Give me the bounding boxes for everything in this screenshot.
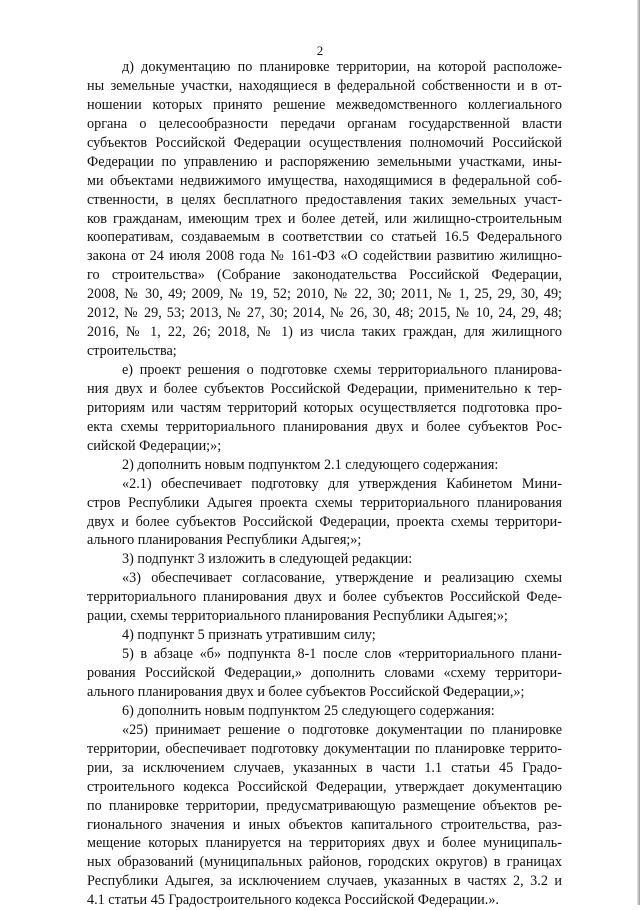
text-line: Федерации по управлению и распоряжению земельными участками, ины-: [87, 153, 562, 170]
text-line: рования Российской Федерации,» дополнить словами «схему территори-: [87, 665, 562, 681]
text-line: ных образований (муниципальных районов, городских округов) в границах: [87, 854, 562, 871]
text-line: екта схемы территориального планирования двух и более субъектов Рос-: [87, 418, 562, 435]
text-line: «3) обеспечивает согласование, утверждение и реализацию схемы: [122, 570, 562, 587]
text-line: территории, обеспечивает подготовку документации по планировке террито-: [87, 740, 562, 757]
text-line: по планировке территории, предусматривающую размещение объектов ре-: [87, 797, 562, 814]
text-line: строительства;: [87, 343, 177, 360]
page-number: 2: [316, 43, 324, 58]
text-line: ния двух и более субъектов Российской Федерации, применительно к тер-: [87, 380, 562, 397]
text-line: го строительства» (Собрание законодательства Российской Федерации,: [87, 267, 562, 284]
text-line: «25) принимает решение о подготовке документации по планировке: [122, 721, 562, 738]
text-line: ального планирования двух и более субъектов Российской Федерации,»;: [87, 683, 525, 700]
text-line: 4) подпункт 5 признать утратившим силу;: [122, 627, 376, 644]
text-line: 3) подпункт 3 изложить в следующей редакции:: [122, 551, 413, 568]
text-line: субъектов Российской Федерации осуществления полномочий Российской: [87, 134, 562, 151]
text-line: 2) дополнить новым подпунктом 2.1 следующего содержания:: [122, 456, 499, 473]
text-line: е) проект решения о подготовке схемы территориального планирова-: [122, 362, 562, 378]
text-line: территориального планирования двух и более субъектов Российской Феде-: [87, 589, 562, 606]
text-line: ми объектами недвижимого имущества, находящимися в федеральной соб-: [87, 172, 562, 189]
text-line: «2.1) обеспечивает подготовку для утверждения Кабинетом Мини-: [122, 475, 562, 492]
text-line: 2012, № 29, 53; 2013, № 27, 30; 2014, № 26, 30, 48; 2015, № 10, 24, 29, 48;: [87, 305, 562, 322]
text-line: ношении которых принято решение межведомственного коллегиального: [87, 96, 562, 113]
text-line: 2016, № 1, 22, 26; 2018, № 1) из числа таких граждан, для жилищного: [87, 324, 562, 341]
text-line: стров Республики Адыгея проекта схемы территориального планирования: [87, 494, 562, 511]
text-line: ны земельные участки, находящиеся в федеральной собственности и в от-: [87, 77, 562, 94]
text-line: 4.1 статьи 45 Градостроительного кодекса Российской Федерации.».: [87, 892, 499, 909]
text-line: двух и более субъектов Российской Федерации, проекта схемы территори-: [87, 513, 562, 530]
text-line: Республики Адыгея, за исключением случаев, указанных в частях 2, 3.2 и: [87, 873, 562, 890]
text-line: 2008, № 30, 49; 2009, № 19, 52; 2010, № 22, 30; 2011, № 1, 25, 29, 30, 49;: [87, 286, 562, 303]
text-line: кооперативам, создаваемым в соответствии со статьей 16.5 Федерального: [87, 229, 562, 246]
text-line: 6) дополнить новым подпунктом 25 следующего содержания:: [122, 702, 495, 719]
text-line: мещение которых планируется на территориях двух и более муниципаль-: [87, 835, 562, 852]
text-line: риториям или частям территорий которых осуществляется подготовка про-: [87, 399, 562, 416]
text-line: закона от 24 июля 2008 года № 161-ФЗ «О содействии развитию жилищно-: [87, 248, 562, 265]
text-line: гионального значения и иных объектов капитального строительства, раз-: [87, 816, 562, 833]
text-line: строительного кодекса Российской Федерации, утверждает документацию: [87, 778, 562, 795]
text-line: рии, за исключением случаев, указанных в части 1.1 статьи 45 Градо-: [87, 759, 562, 776]
text-line: ков гражданам, имеющим трех и более детей, или жилищно-строительным: [87, 210, 562, 227]
text-line: рации, схемы территориального планирования Республики Адыгея;»;: [87, 608, 508, 625]
document-body: [87, 58, 562, 910]
text-line: органа о целесообразности передачи органам государственной власти: [87, 115, 562, 132]
text-line: ального планирования Республики Адыгея;»;: [87, 532, 362, 549]
text-line: 5) в абзаце «б» подпункта 8-1 после слов «территориального плани-: [122, 646, 562, 663]
text-line: сийской Федерации;»;: [87, 437, 222, 454]
text-line: ственности, в целях бесплатного предоставления таких земельных участ-: [87, 191, 562, 208]
text-line: д) документацию по планировке территории, на которой расположе-: [122, 59, 562, 75]
